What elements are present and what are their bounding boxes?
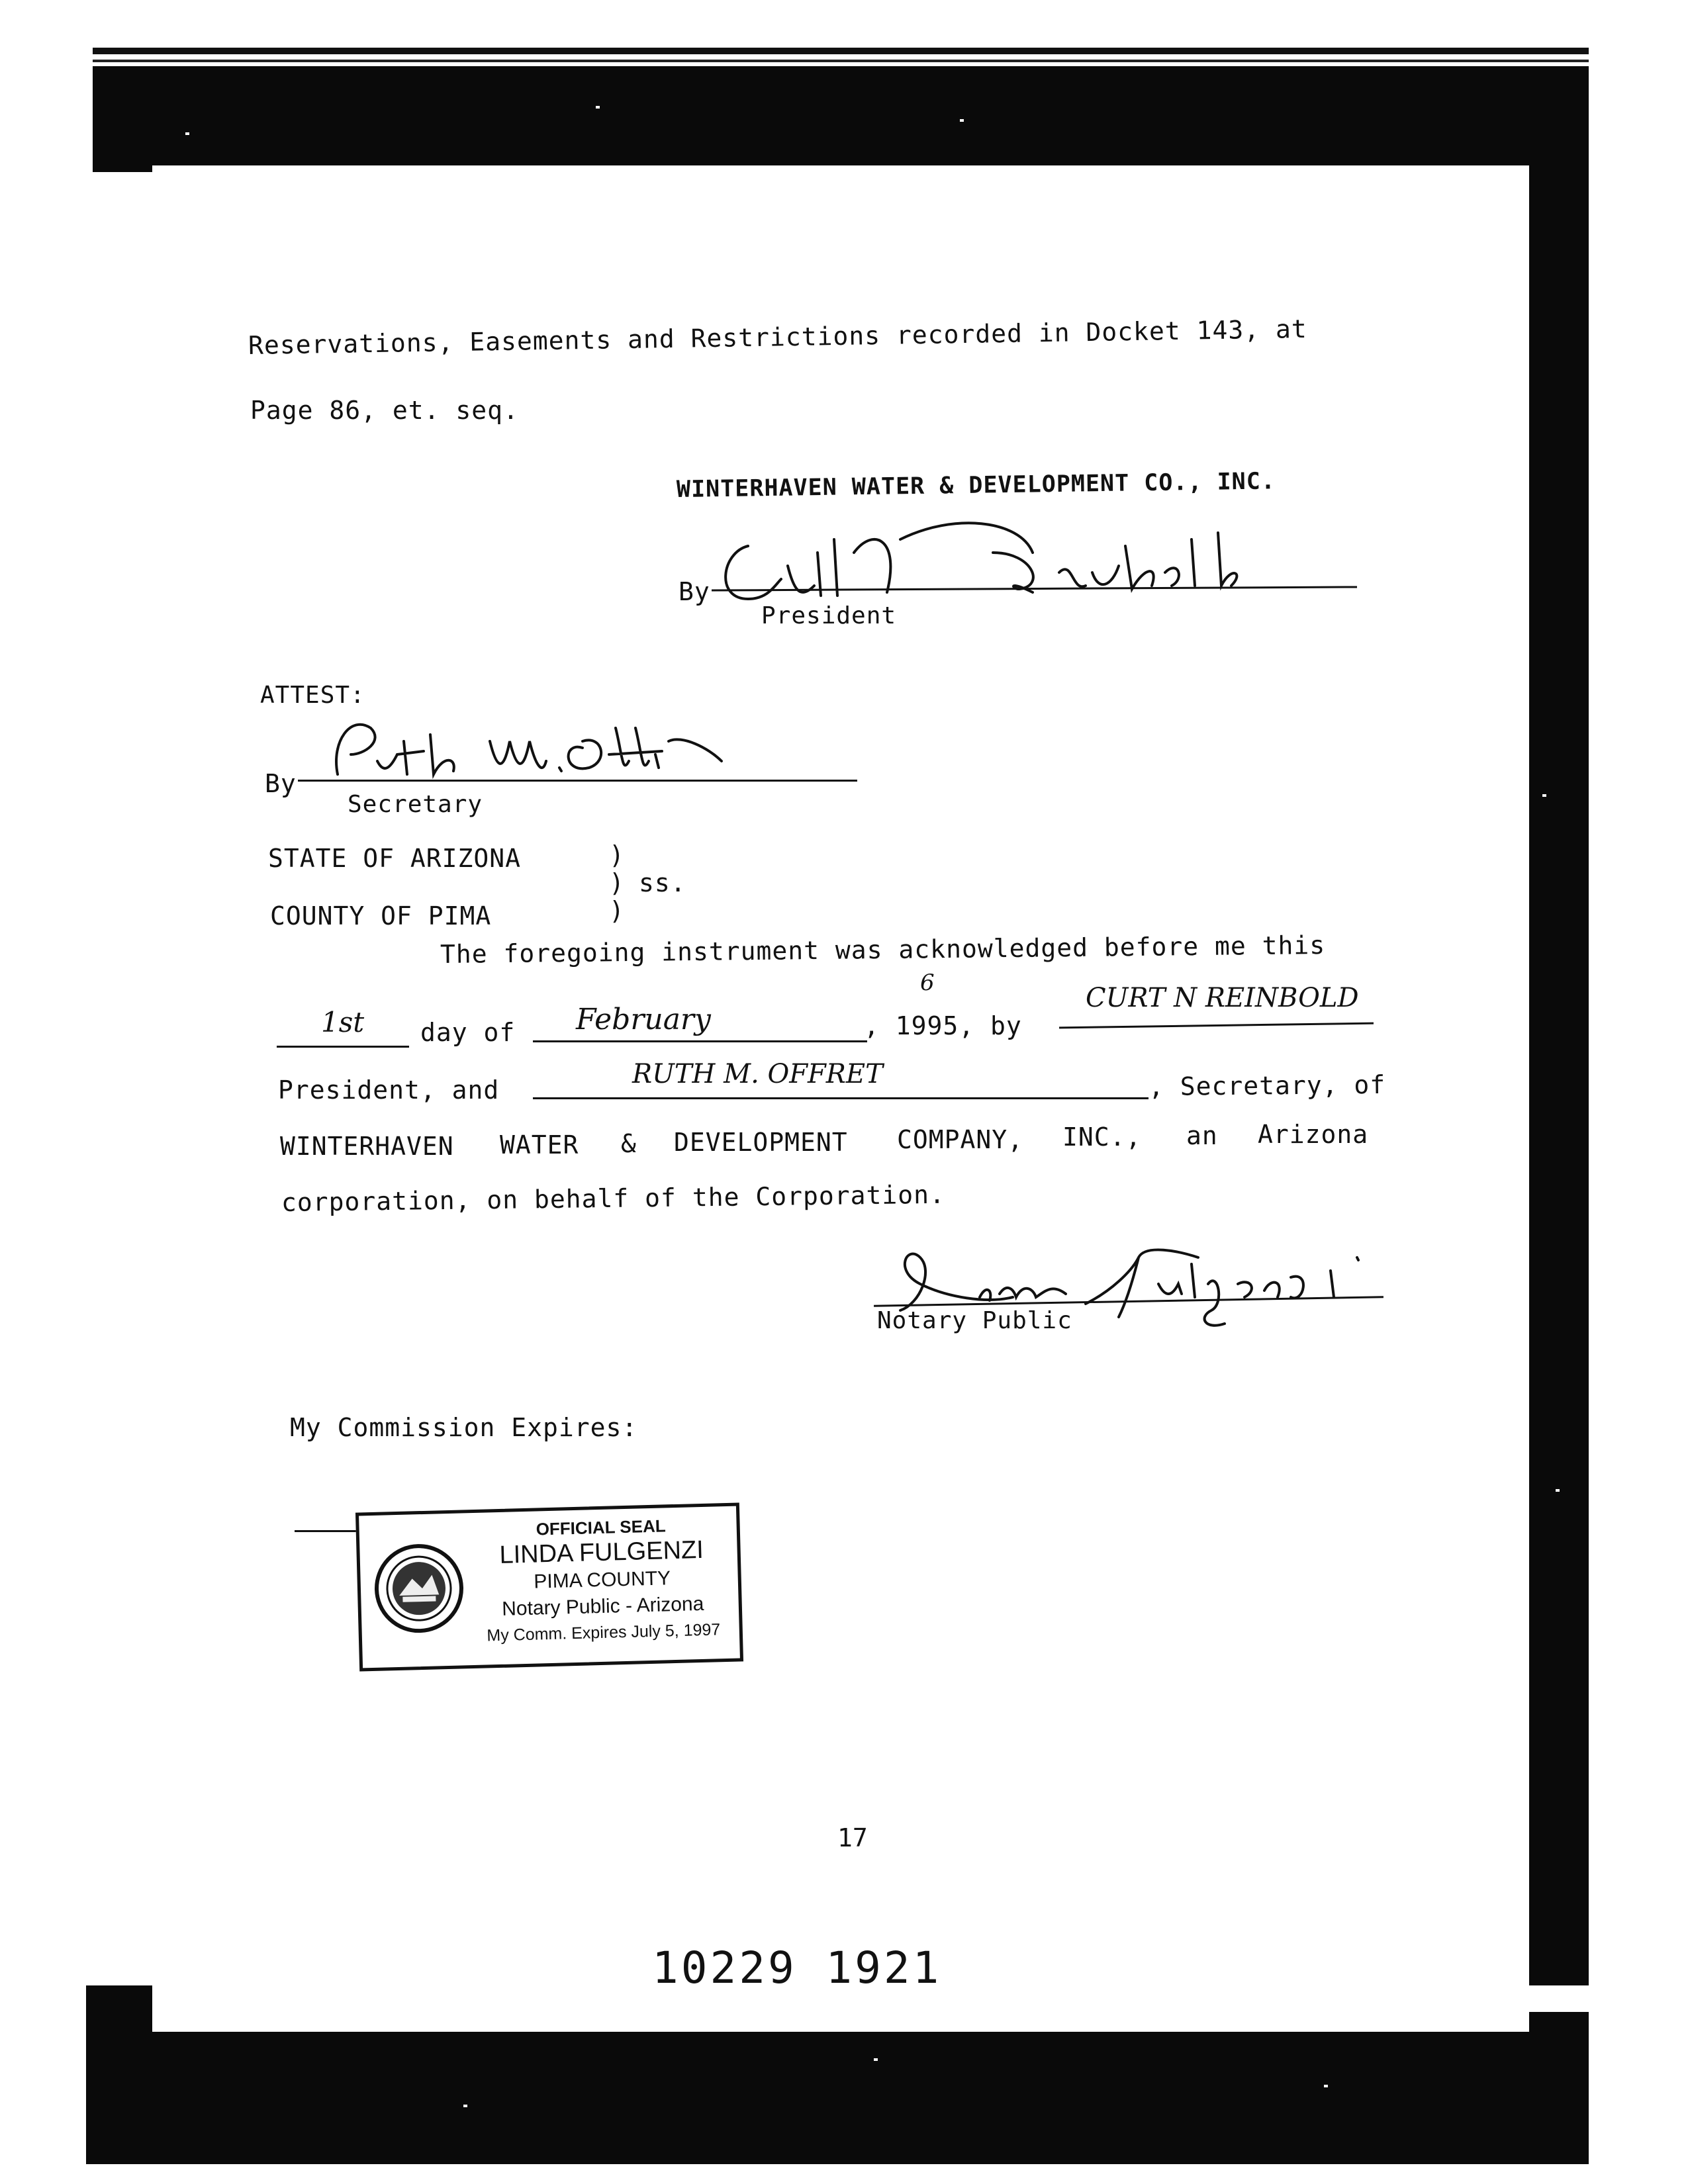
scan-speck [1556,1489,1560,1492]
ack-secretary-of: , Secretary, of [1148,1069,1386,1101]
handwritten-president-name: CURT N REINBOLD [1086,983,1359,1013]
scan-speck [185,132,189,135]
notary-seal-stamp [355,1502,743,1671]
ack-company-word: INC., [1062,1122,1142,1152]
president-signature [702,513,1271,612]
scan-border-bottom-left [86,1985,159,2032]
venue-bracket-3: ) [609,896,625,925]
venue-bracket-1: ) [609,841,625,870]
ack-president-and: President, and [278,1075,500,1105]
venue-bracket-2: ) [609,868,625,897]
ack-company-word: COMPANY, [897,1125,1024,1154]
scan-speck [874,2058,878,2061]
ack-company-word: DEVELOPMENT [674,1128,848,1157]
scan-speck [1324,2085,1328,2087]
day-blank [277,1046,409,1048]
by-label-secretary: By [265,769,297,798]
scan-border-bottom [86,2012,1589,2164]
handwritten-secretary-name: RUTH M. OFFRET [632,1059,883,1089]
seal-name: LINDA FULGENZI [499,1535,704,1569]
secretary-label: Secretary [348,791,483,818]
seal-county: PIMA COUNTY [533,1567,671,1593]
scan-border-right [1523,66,1589,1985]
commission-label: My Commission Expires: [290,1413,638,1442]
seal-role: Notary Public - Arizona [501,1592,704,1620]
scan-border-top-line [93,48,1589,54]
recital-line-1: Reservations, Easements and Restrictions recorded in Docket 143, at [248,314,1307,360]
seal-expiry: My Comm. Expires July 5, 1997 [487,1620,721,1645]
handwritten-month: February [576,1003,711,1036]
ack-company-word: & [621,1129,637,1158]
scan-speck [596,106,600,109]
ack-year: , 1995, by [864,1011,1022,1040]
ack-company-word: an [1186,1121,1218,1150]
scan-border-top [93,66,1589,172]
state-label: STATE OF ARIZONA [268,844,522,873]
scan-speck [463,2105,467,2107]
president-label: President [761,602,897,629]
secretary-signature [311,702,735,794]
page-number: 17 [837,1823,868,1852]
scan-speck [960,119,964,122]
company-header: WINTERHAVEN WATER & DEVELOPMENT CO., INC. [676,468,1276,503]
ack-line-1: The foregoing instrument was acknowledged before me this [440,930,1326,969]
handwritten-day: 1st [321,1006,365,1038]
handwritten-year-correction: 6 [920,970,935,996]
secretary-name-blank [533,1097,1149,1099]
recital-line-2: Page 86, et. seq. [250,396,519,425]
by-label-president: By [679,577,710,606]
ss-label: ss. [639,868,686,897]
ack-line-4: corporation, on behalf of the Corporation. [281,1179,946,1217]
month-blank [533,1040,867,1042]
ack-company-word: WINTERHAVEN [280,1132,454,1161]
docket-number: 10229 1921 [652,1942,942,1993]
ack-company-word: WATER [500,1130,579,1160]
arizona-seal-icon [371,1541,467,1636]
ack-company-word: Arizona [1258,1120,1369,1149]
ack-day-of: day of [420,1018,516,1047]
scan-border-top-line-2 [93,60,1589,62]
notary-label: Notary Public [877,1307,1072,1334]
seal-title: OFFICIAL SEAL [536,1516,667,1539]
county-label: COUNTY OF PIMA [270,901,492,931]
attest-label: ATTEST: [260,682,365,709]
scan-speck [1542,794,1546,797]
